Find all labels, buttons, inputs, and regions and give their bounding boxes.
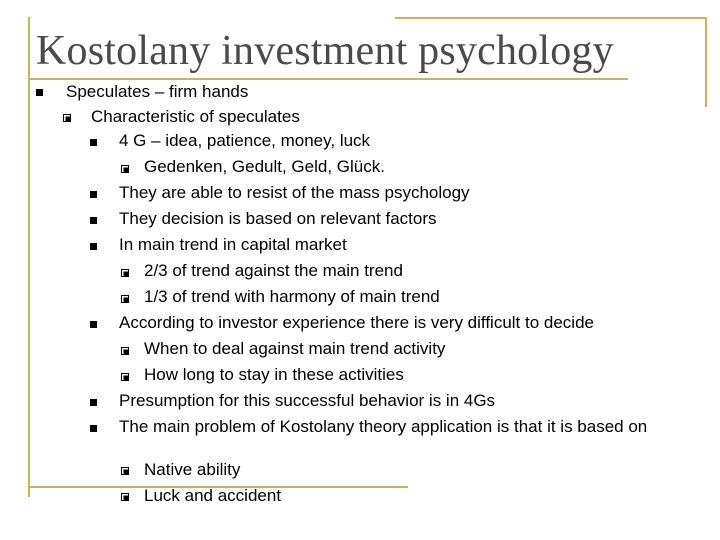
- bullet-square-icon: [90, 425, 97, 432]
- list-item: Gedenken, Gedult, Geld, Glück.: [144, 157, 385, 176]
- list-item: Luck and accident: [144, 486, 282, 505]
- list-item: They are able to resist of the mass psychology: [119, 183, 470, 202]
- bullet-box-icon: [121, 493, 129, 501]
- bullet-square-icon: [90, 321, 97, 328]
- list-item: The main problem of Kostolany theory application is that it is based on: [119, 417, 648, 436]
- bullet-square-icon: [90, 217, 97, 224]
- bullet-box-icon: [121, 347, 129, 355]
- list-item: Characteristic of speculates: [91, 107, 300, 126]
- bullet-box-icon: [63, 114, 71, 122]
- bullet-square-icon: [90, 243, 97, 250]
- bullet-square-icon: [90, 139, 97, 146]
- list-item: 1/3 of trend with harmony of main trend: [144, 287, 440, 306]
- list-item: They decision is based on relevant factors: [119, 209, 437, 228]
- slide-title: Kostolany investment psychology: [36, 28, 614, 74]
- bullet-square-icon: [90, 399, 97, 406]
- list-item: Presumption for this successful behavior is in 4Gs: [119, 391, 496, 410]
- frame-left-line: [28, 17, 30, 497]
- bullet-box-icon: [121, 295, 129, 303]
- frame-title-underline: [28, 78, 628, 80]
- list-item: Native ability: [144, 460, 241, 479]
- frame-right-line: [705, 17, 707, 107]
- list-item: How long to stay in these activities: [144, 365, 404, 384]
- list-item: In main trend in capital market: [119, 235, 347, 254]
- list-item: 2/3 of trend against the main trend: [144, 261, 403, 280]
- bullet-box-icon: [121, 373, 129, 381]
- bullet-box-icon: [121, 269, 129, 277]
- bullet-square-icon: [36, 89, 43, 96]
- bullet-box-icon: [121, 467, 129, 475]
- list-item: Speculates – firm hands: [66, 82, 249, 101]
- list-item: According to investor experience there is very difficult to decide: [119, 313, 594, 332]
- bullet-square-icon: [90, 191, 97, 198]
- bullet-box-icon: [121, 165, 129, 173]
- frame-top-line: [395, 17, 707, 19]
- list-item: 4 G – idea, patience, money, luck: [119, 131, 371, 150]
- list-item: When to deal against main trend activity: [144, 339, 446, 358]
